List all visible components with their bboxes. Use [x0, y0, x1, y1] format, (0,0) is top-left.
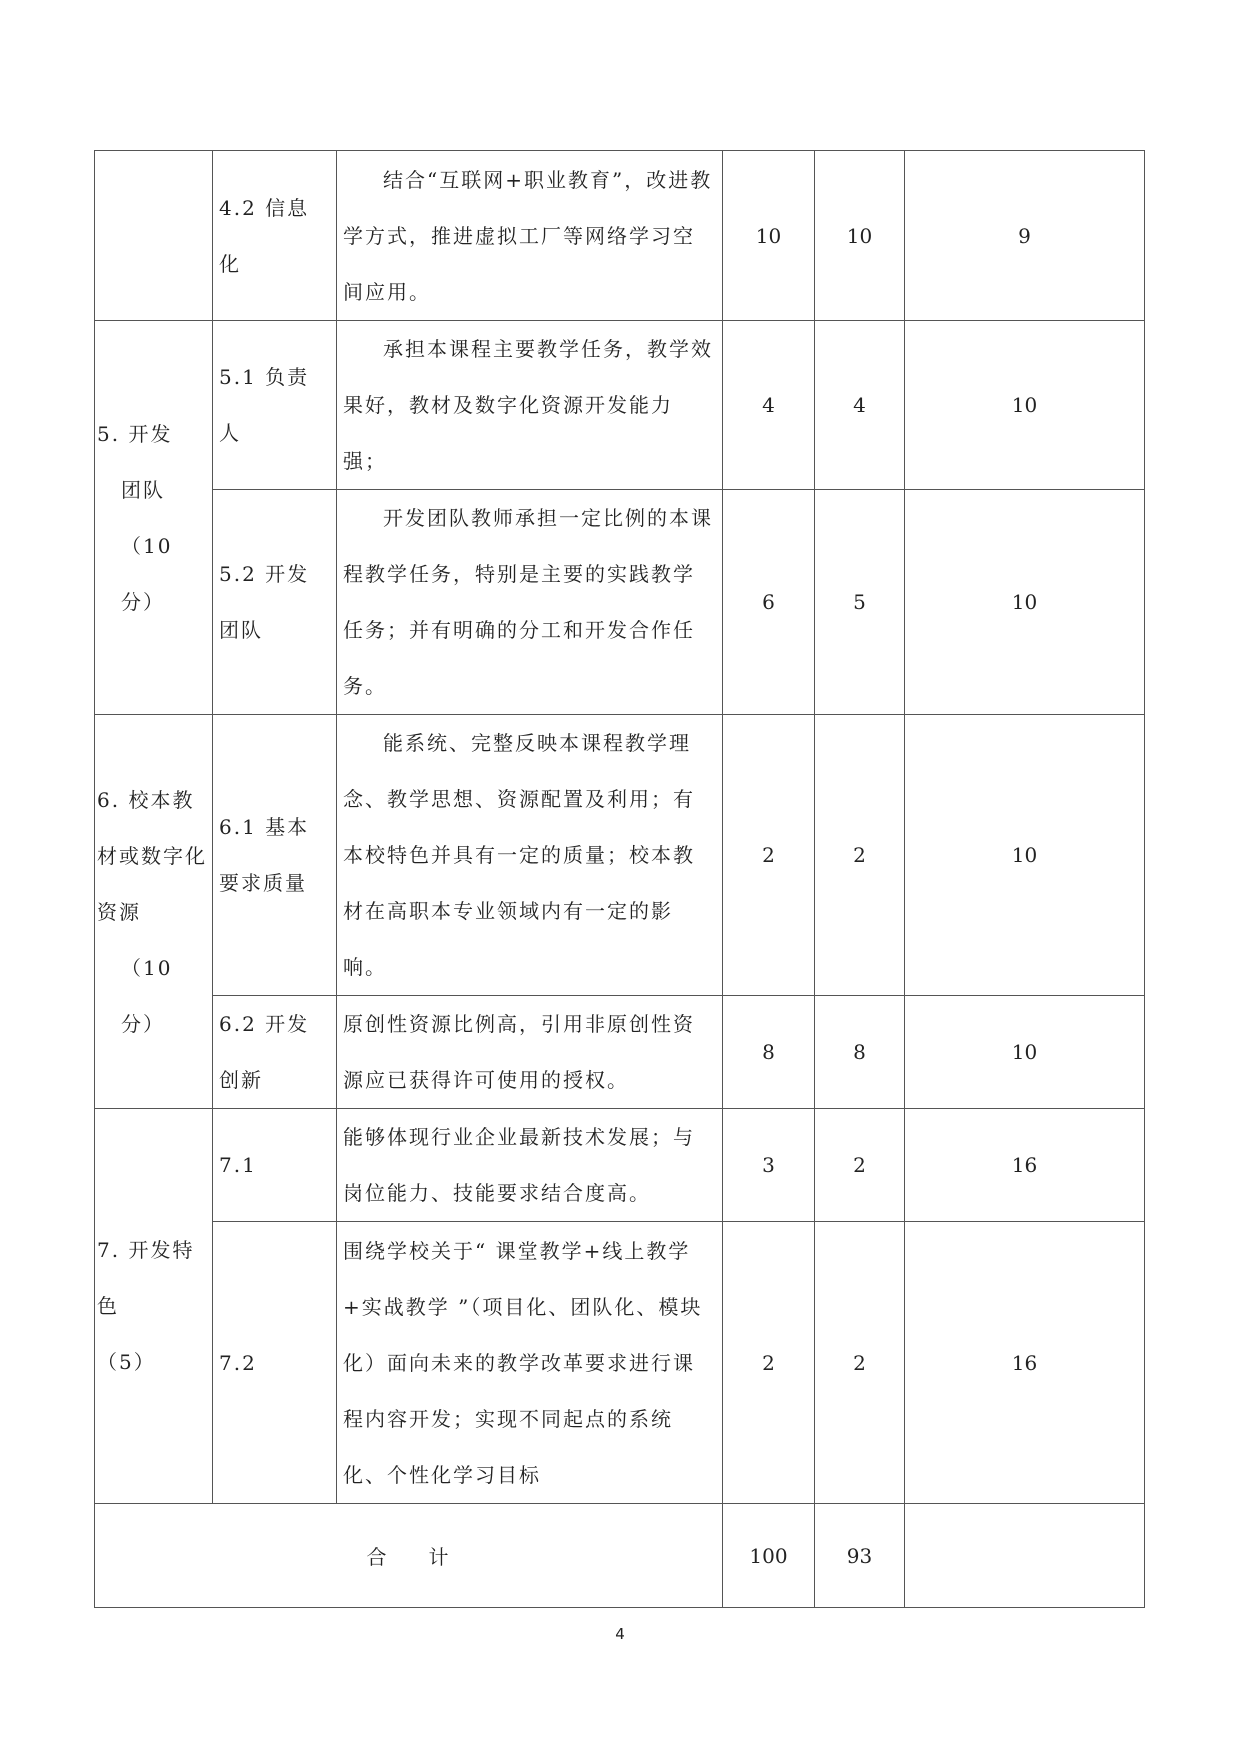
description-cell: 能够体现行业企业最新技术发展；与岗位能力、技能要求结合度高。 [337, 1109, 723, 1222]
full-score-cell: 4 [723, 321, 815, 490]
description-cell: 开发团队教师承担一定比例的本课程教学任务，特别是主要的实践教学任务；并有明确的分工和开发合作任务。 [337, 490, 723, 715]
full-score-cell: 2 [723, 1222, 815, 1504]
page-number: 4 [615, 1625, 625, 1643]
table-row [95, 1222, 1145, 1504]
indicator-cell: 5.1 负责人 [213, 321, 337, 490]
description-cell: 能系统、完整反映本课程教学理念、教学思想、资源配置及利用；有本校特色并具有一定的质量；校本教材在高职本专业领域内有一定的影响。 [337, 715, 723, 996]
score-cell: 8 [815, 996, 905, 1109]
indicator-cell: 6.1 基本要求质量 [213, 715, 337, 996]
full-score-cell: 8 [723, 996, 815, 1109]
table-row [95, 490, 1145, 715]
weight-cell: 10 [905, 715, 1145, 996]
category-line: （10 分） [121, 533, 173, 614]
table-row [95, 996, 1145, 1109]
weight-cell: 9 [905, 151, 1145, 321]
category-cell [95, 1109, 213, 1504]
indicator-cell: 7.1 [213, 1109, 337, 1222]
weight-cell: 10 [905, 490, 1145, 715]
category-line: 6. 校本教材或数字化资源 [97, 787, 207, 924]
description-cell: 原创性资源比例高，引用非原创性资源应已获得许可使用的授权。 [337, 996, 723, 1109]
category-line: 5. 开发 [97, 421, 173, 446]
total-full-score: 100 [723, 1504, 815, 1608]
table-row [95, 715, 1145, 996]
indicator-cell: 5.2 开发团队 [213, 490, 337, 715]
full-score-cell: 6 [723, 490, 815, 715]
table-row [95, 321, 1145, 490]
category-line: 7. 开发特色 [97, 1238, 195, 1318]
table-row [95, 1109, 1145, 1222]
indicator-cell: 7.2 [213, 1222, 337, 1504]
total-label: 合 计 [95, 1504, 723, 1608]
category-cell [95, 321, 213, 715]
score-cell: 2 [815, 1222, 905, 1504]
full-score-cell: 2 [723, 715, 815, 996]
table-row [95, 151, 1145, 321]
scoring-table [94, 150, 1145, 1608]
total-weight [905, 1504, 1145, 1608]
category-line: （10 分） [121, 955, 173, 1036]
total-score: 93 [815, 1504, 905, 1608]
category-cell-empty [95, 151, 213, 321]
score-cell: 4 [815, 321, 905, 490]
category-line: （5） [97, 1350, 156, 1374]
score-cell: 10 [815, 151, 905, 321]
total-row [95, 1504, 1145, 1608]
description-cell: 承担本课程主要教学任务，教学效果好，教材及数字化资源开发能力强； [337, 321, 723, 490]
weight-cell: 16 [905, 1109, 1145, 1222]
weight-cell: 16 [905, 1222, 1145, 1504]
description-cell: 围绕学校关于“ 课堂教学+线上教学+实战教学 ”（项目化、团队化、模块化）面向未来的教学改革要求进行课程内容开发；实现不同起点的系统化、个性化学习目标 [337, 1222, 723, 1504]
full-score-cell: 10 [723, 151, 815, 321]
score-cell: 5 [815, 490, 905, 715]
indicator-cell: 6.2 开发创新 [213, 996, 337, 1109]
weight-cell: 10 [905, 996, 1145, 1109]
description-cell: 结合“互联网+职业教育”，改进教学方式，推进虚拟工厂等网络学习空间应用。 [337, 151, 723, 321]
indicator-cell: 4.2 信息化 [213, 151, 337, 321]
score-cell: 2 [815, 1109, 905, 1222]
full-score-cell: 3 [723, 1109, 815, 1222]
category-cell [95, 715, 213, 1109]
category-line: 团队 [121, 477, 165, 502]
weight-cell: 10 [905, 321, 1145, 490]
score-cell: 2 [815, 715, 905, 996]
